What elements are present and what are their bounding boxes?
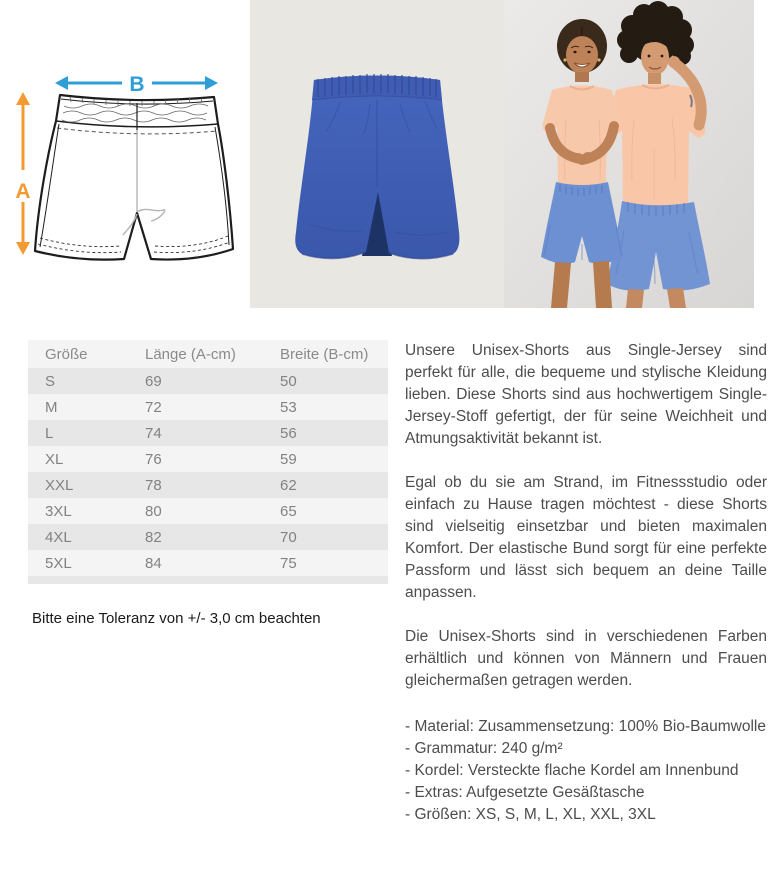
size-table-body (28, 368, 388, 576)
size-cell: 4XL (45, 528, 72, 546)
models-photo[interactable] (504, 0, 754, 308)
size-cell: S (45, 372, 56, 390)
spec-item: - Kordel: Versteckte flache Kordel am Innenbund (405, 762, 739, 779)
size-row (28, 394, 388, 420)
size-table (28, 340, 388, 576)
size-cell: 82 (145, 528, 162, 546)
product-description (405, 340, 767, 826)
spec-list (405, 716, 767, 826)
size-cell: M (45, 398, 58, 416)
size-cell: 3XL (45, 502, 72, 520)
product-details-section (0, 340, 777, 826)
size-cell: 74 (145, 424, 162, 442)
size-cell: 78 (145, 476, 162, 494)
size-row (28, 368, 388, 394)
width-label: B (129, 73, 145, 96)
size-cell: 50 (280, 372, 297, 390)
size-cell: 69 (145, 372, 162, 390)
description-paragraph: Die Unisex-Shorts sind in verschiedenen Farben erhältlich und können von Männern und Frauen gleichermaßen getragen werden. (405, 628, 767, 689)
size-guide (28, 340, 388, 826)
tolerance-note: Bitte eine Toleranz von +/- 3,0 cm beachten (32, 610, 321, 627)
size-row (28, 498, 388, 524)
length-column-header: Länge (A-cm) (128, 340, 263, 368)
size-cell: 62 (280, 476, 297, 494)
size-cell: 59 (280, 450, 297, 468)
size-cell: 72 (145, 398, 162, 416)
blue-shorts-photo (250, 0, 504, 308)
description-paragraph: Unsere Unisex-Shorts aus Single-Jersey sind perfekt für alle, die bequeme und stylische Kleidung lieben. Diese Shorts sind aus hochwertigem Single-Jersey-Stoff gefertigt, der für seine Weichheit und Atmungsaktivität bekannt ist. (405, 342, 767, 447)
spec-item: - Extras: Aufgesetzte Gesäßtasche (405, 784, 645, 801)
size-cell: 65 (280, 502, 297, 520)
size-table-header-row (28, 340, 388, 368)
product-photo[interactable] (250, 0, 504, 308)
size-row (28, 472, 388, 498)
height-arrow-icon (16, 92, 30, 255)
size-cell: 75 (280, 554, 297, 572)
size-cell: 70 (280, 528, 297, 546)
size-cell: 76 (145, 450, 162, 468)
size-cell: L (45, 424, 54, 442)
size-cell: XXL (45, 476, 74, 494)
description-paragraph: Egal ob du sie am Strand, im Fitnessstudio oder einfach zu Hause tragen möchtest - diese Shorts sind vielseitig einsetzbar und bieten maximalen Komfort. Der elastische Bund sorgt für eine perfekte Passform und lässt sich bequem an deine Taille anpassen. (405, 474, 767, 601)
size-cell: XL (45, 450, 64, 468)
table-footer-strip (28, 576, 388, 584)
size-row (28, 550, 388, 576)
models-illustration (504, 0, 754, 308)
size-cell: 56 (280, 424, 297, 442)
size-row (28, 446, 388, 472)
shorts-outline (35, 95, 233, 260)
product-image-gallery (0, 0, 777, 308)
earring-icon (563, 58, 566, 61)
description-paragraphs (405, 340, 767, 692)
size-cell: 84 (145, 554, 162, 572)
size-cell: 53 (280, 398, 297, 416)
earring-icon (597, 58, 600, 61)
spec-item: - Grammatur: 240 g/m² (405, 740, 563, 757)
width-column-header: Breite (B-cm) (263, 340, 388, 368)
size-cell: 5XL (45, 554, 72, 572)
shorts-technical-drawing (0, 0, 250, 308)
size-row (28, 420, 388, 446)
size-row (28, 524, 388, 550)
size-diagram-image[interactable] (0, 0, 250, 308)
size-cell: 80 (145, 502, 162, 520)
size-column-header: Größe (28, 340, 128, 368)
height-label: A (15, 180, 31, 203)
spec-item: - Material: Zusammensetzung: 100% Bio-Baumwolle (405, 718, 766, 735)
spec-item: - Größen: XS, S, M, L, XL, XXL, 3XL (405, 806, 656, 823)
